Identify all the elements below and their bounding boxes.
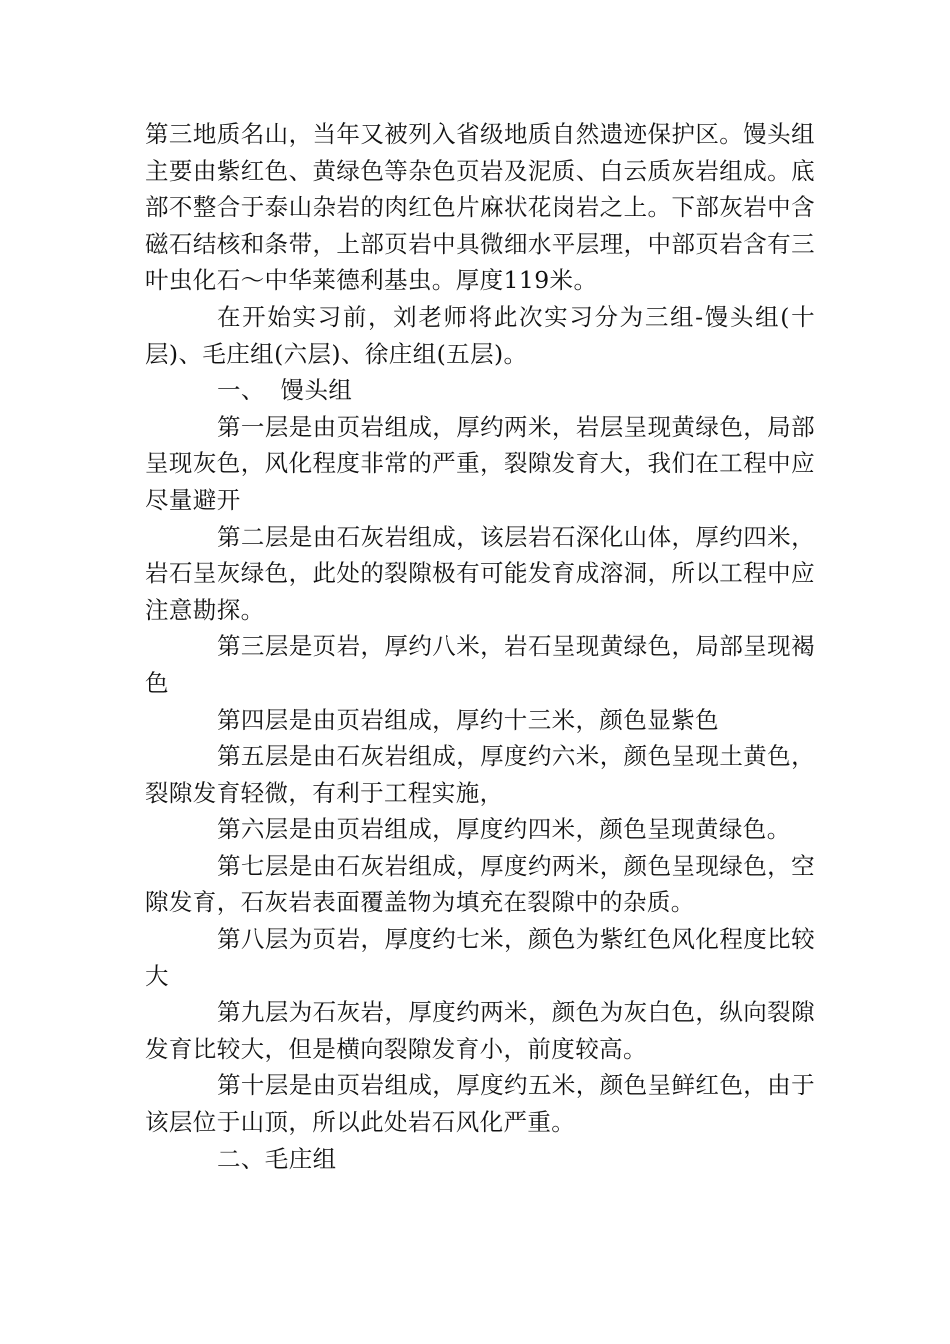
- paragraph-layer-6: 第六层是由页岩组成，厚度约四米，颜色呈现黄绿色。: [217, 815, 791, 844]
- paragraph-layer-1: 第一层是由页岩组成，厚约两米，岩层呈现黄绿色，局部呈现灰色，风化程度非常的严重，裂隙发育大，我们在工程中应尽量避开: [145, 412, 815, 514]
- paragraph-intro-continued: 第三地质名山，当年又被列入省级地质自然遗迹保护区。馒头组主要由紫红色、黄绿色等杂色页岩及泥质、白云质灰岩组成。底部不整合于泰山杂岩的肉红色片麻状花岗岩之上。下部灰岩中含磁石结核和条带，上部页岩中具微细水平层理，中部页岩含有三叶虫化石～中华莱德利基虫。厚度119米。: [145, 120, 815, 295]
- section-heading-mantou: 一、 馒头组: [217, 376, 353, 405]
- paragraph-layer-7: 第七层是由石灰岩组成，厚度约两米，颜色呈现绿色，空隙发育，石灰岩表面覆盖物为填充在裂隙中的杂质。: [145, 851, 815, 917]
- paragraph-layer-4: 第四层是由页岩组成，厚约十三米，颜色显紫色: [217, 705, 719, 734]
- paragraph-layer-10: 第十层是由页岩组成，厚度约五米，颜色呈鲜红色，由于该层位于山顶，所以此处岩石风化严重。: [145, 1071, 815, 1137]
- paragraph-layer-2: 第二层是由石灰岩组成，该层岩石深化山体，厚约四米，岩石呈灰绿色，此处的裂隙极有可能发育成溶洞，所以工程中应注意勘探。: [145, 522, 815, 624]
- paragraph-layer-8: 第八层为页岩，厚度约七米，颜色为紫红色风化程度比较大: [145, 925, 815, 990]
- section-heading-maozhuang: 二、毛庄组: [217, 1144, 337, 1173]
- paragraph-layer-3: 第三层是页岩，厚约八米，岩石呈现黄绿色，局部呈现褐色: [145, 632, 815, 697]
- paragraph-grouping: 在开始实习前，刘老师将此次实习分为三组-馒头组(十层)、毛庄组(六层)、徐庄组(五层)。: [145, 302, 815, 368]
- paragraph-layer-9: 第九层为石灰岩，厚度约两米，颜色为灰白色，纵向裂隙发育比较大，但是横向裂隙发育小，前度较高。: [145, 998, 815, 1063]
- paragraph-layer-5: 第五层是由石灰岩组成，厚度约六米，颜色呈现土黄色，裂隙发育轻微，有利于工程实施，: [145, 742, 815, 807]
- document-body: [145, 116, 815, 1177]
